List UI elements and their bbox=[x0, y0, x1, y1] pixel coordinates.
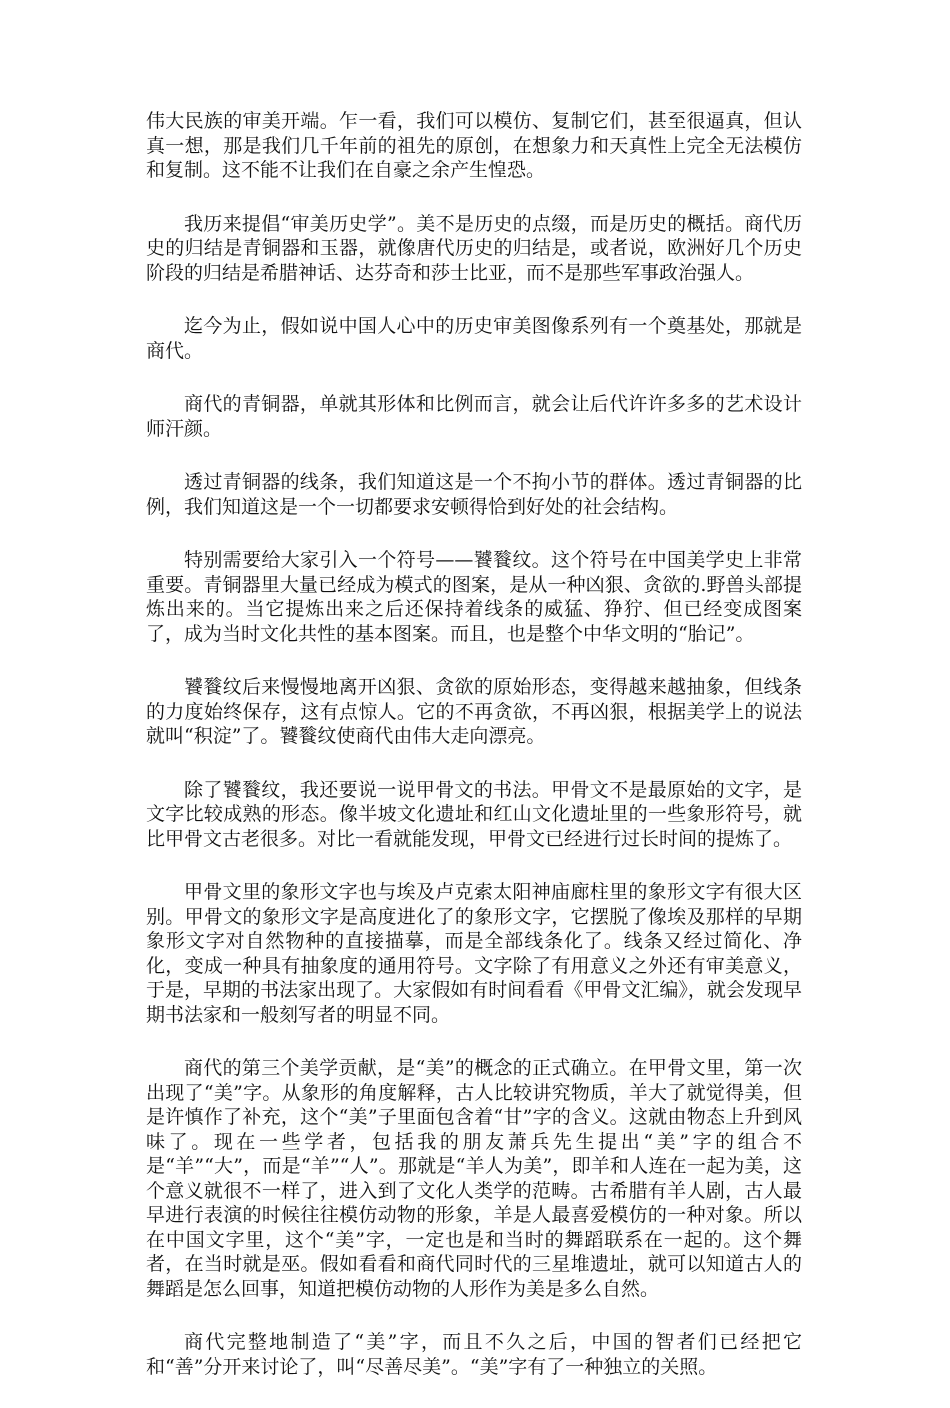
paragraph-1: 伟大民族的审美开端。乍一看，我们可以模仿、复制它们，甚至很逼真，但认真一想，那是我们几千年前的祖先的原创，在想象力和天真性上完全无法模仿和复制。这不能不让我们在自豪之余产生惶恐。 bbox=[146, 110, 802, 181]
paragraph-8: 除了饕餮纹，我还要说一说甲骨文的书法。甲骨文不是最原始的文字，是文字比较成熟的形态。像半坡文化遗址和红山文化遗址里的一些象形符号，就比甲骨文古老很多。对比一看就能发现，甲骨文已经进行过长时间的提炼了。 bbox=[146, 778, 802, 850]
paragraph-6: 特别需要给大家引入一个符号——饕餮纹。这个符号在中国美学史上非常重要。青铜器里大量已经成为模式的图案，是从一种凶狠、贪欲的.野兽头部提炼出来的。当它提炼出来之后还保持着线条的威猛、狰狞、但已经变成图案了，成为当时文化共性的基本图案。而且，也是整个中华文明的“胎记”。 bbox=[146, 549, 802, 645]
paragraph-5: 透过青铜器的线条，我们知道这是一个不拘小节的群体。透过青铜器的比例，我们知道这是一个一切都要求安顿得恰到好处的社会结构。 bbox=[146, 471, 802, 518]
paragraph-10: 商代的第三个美学贡献，是“美”的概念的正式确立。在甲骨文里，第一次出现了“美”字。从象形的角度解释，古人比较讲究物质，羊大了就觉得美，但是许慎作了补充，这个“美”子里面包含着“甘”字的含义。这就由物态上升到风味了。现在一些学者，包括我的朋友萧兵先生提出“美”字的组合不是“羊”“大”，而是“羊”“人”。那就是“羊人为美”，即羊和人连在一起为美，这个意义就很不一样了，进入到了文化人类学的范畴。古希腊有羊人剧，古人最早进行表演的时候往往模仿动物的形象，羊是人最喜爱模仿的一种对象。所以在中国文字里，这个“美”字，一定也是和当时的舞蹈联系在一起的。这个舞者，在当时就是巫。假如看看和商代同时代的三星堆遗址，就可以知道古人的舞蹈是怎么回事，知道把模仿动物的人形作为美是多么自然。 bbox=[146, 1057, 802, 1300]
paragraph-11: 商代完整地制造了“美”字，而且不久之后，中国的智者们已经把它和“善”分开来讨论了，叫“尽善尽美”。“美”字有了一种独立的关照。 bbox=[146, 1331, 802, 1378]
paragraph-4: 商代的青铜器，单就其形体和比例而言，就会让后代许许多多的艺术设计师汗颜。 bbox=[146, 393, 802, 440]
paragraph-2: 我历来提倡“审美历史学”。美不是历史的点缀，而是历史的概括。商代历史的归结是青铜器和玉器，就像唐代历史的归结是，或者说，欧洲好几个历史阶段的归结是希腊神话、达芬奇和莎士比亚，而不是那些军事政治强人。 bbox=[146, 212, 802, 284]
paragraph-3: 迄今为止，假如说中国人心中的历史审美图像系列有一个奠基处，那就是商代。 bbox=[146, 315, 802, 362]
document-body bbox=[146, 109, 802, 1408]
paragraph-9: 甲骨文里的象形文字也与埃及卢克索太阳神庙廊柱里的象形文字有很大区别。甲骨文的象形文字是高度进化了的象形文字，它摆脱了像埃及那样的早期象形文字对自然物种的直接描摹，而是全部线条化了。线条又经过简化、净化，变成一种具有抽象度的通用符号。文字除了有用意义之外还有审美意义，于是，早期的书法家出现了。大家假如有时间看看《甲骨文汇编》，就会发现早期书法家和一般刻写者的明显不同。 bbox=[146, 881, 802, 1026]
paragraph-7: 饕餮纹后来慢慢地离开凶狠、贪欲的原始形态，变得越来越抽象，但线条的力度始终保存，这有点惊人。它的不再贪欲，不再凶狠，根据美学上的说法就叫“积淀”了。饕餮纹使商代由伟大走向漂亮。 bbox=[146, 676, 802, 747]
